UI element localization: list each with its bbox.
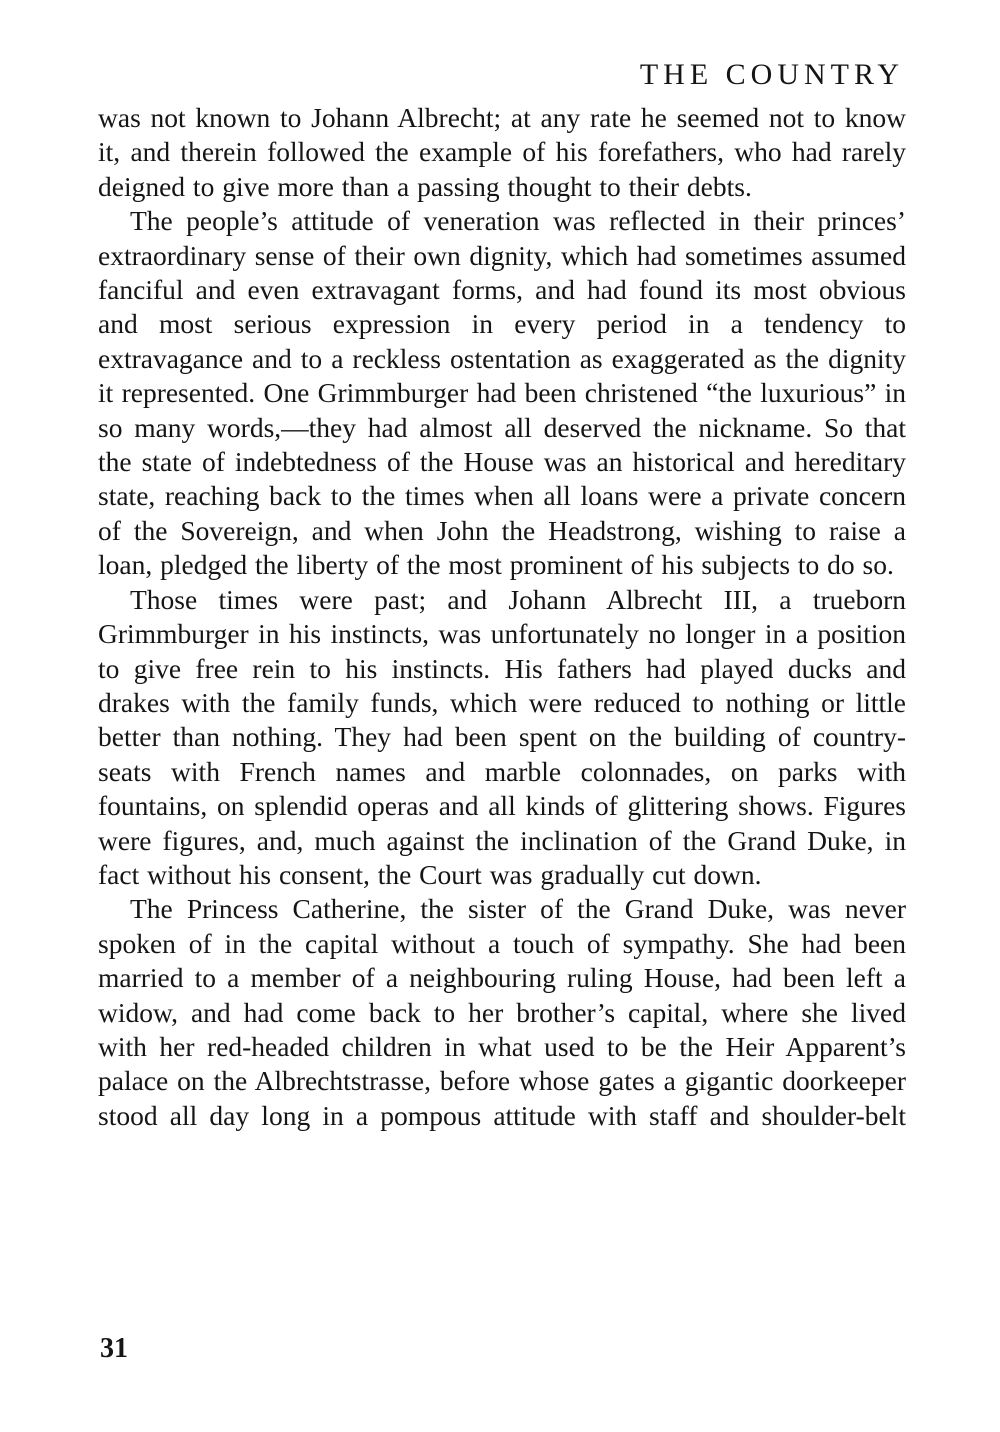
body-text bbox=[98, 101, 906, 1133]
paragraph-1: was not known to Johann Albrecht; at any rate he seemed not to know it, and therein followed the example of his forefathers, who had rarely deigned to give more than a passing thought to their debts. bbox=[98, 102, 906, 202]
paragraph-2: The people’s attitude of veneration was reflected in their princes’ extraordinary sense of their own dignity, which had sometimes assumed fanciful and even extravagant forms, and had found its most obvious and most serious expression in every period in a tendency to extravagance and to a reckless ostentation as exaggerated as the dignity it represented. One Grimmburger had been christened “the luxurious” in so many words,—they had almost all deserved the nickname. So that the state of indebtedness of the House was an historical and hereditary state, reaching back to the times when all loans were a private concern of the Sovereign, and when John the Headstrong, wishing to raise a loan, pledged the liberty of the most prominent of his subjects to do so. bbox=[98, 205, 906, 581]
paragraph-4: The Princess Catherine, the sister of the Grand Duke, was never spoken of in the capital without a touch of sympathy. She had been married to a member of a neighbouring ruling House, had been left a widow, and had come back to her brother’s capital, where she lived with her red-headed children in what used to be the Heir Apparent’s palace on the Albrechtstrasse, before whose gates a gigantic doorkeeper stood all day long in a pompous attitude with staff and shoulder-belt bbox=[98, 893, 906, 1131]
paragraph-3: Those times were past; and Johann Albrecht III, a trueborn Grimmburger in his instincts, was unfortunately no longer in a position to give free rein to his instincts. His fathers had played ducks and drakes with the family funds, which were reduced to nothing or little better than nothing. They had been spent on the building of country-seats with French names and marble colonnades, on parks with fountains, on splendid operas and all kinds of glittering shows. Figures were figures, and, much against the inclination of the Grand Duke, in fact without his consent, the Court was gradually cut down. bbox=[98, 583, 906, 890]
running-head: THE COUNTRY bbox=[639, 58, 904, 91]
page-number: 31 bbox=[100, 1333, 128, 1364]
